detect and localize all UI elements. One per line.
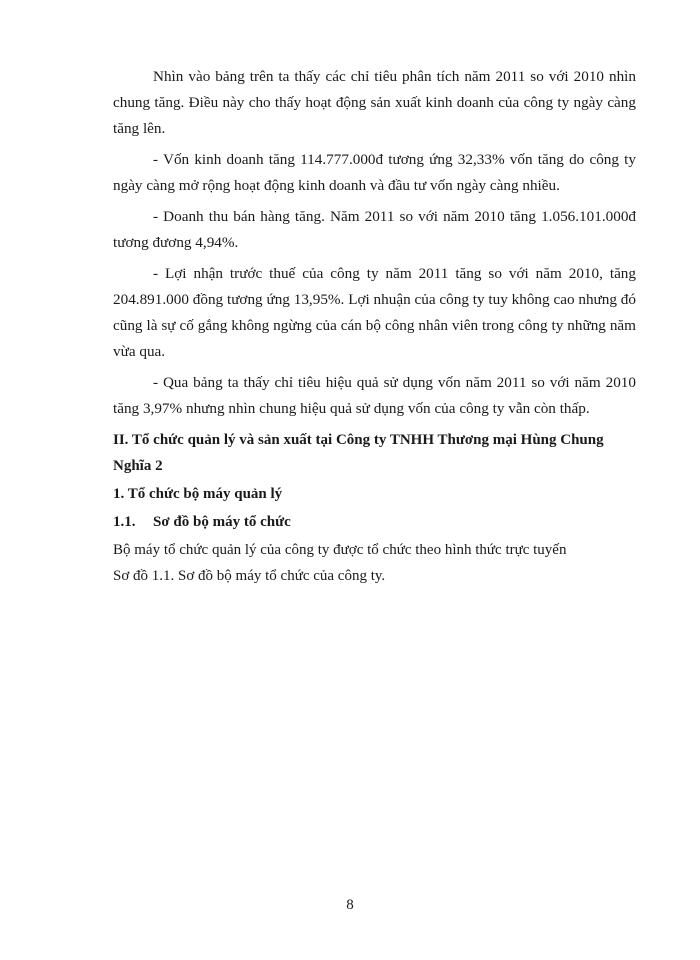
page-content [113, 64, 636, 589]
subsection-title: Sơ đồ bộ máy tổ chức [153, 514, 291, 530]
org-description-line: Bộ máy tổ chức quản lý của công ty được tổ chức theo hình thức trực tuyến [113, 542, 567, 558]
paragraph-revenue: - Doanh thu bán hàng tăng. Năm 2011 so với năm 2010 tăng 1.056.101.000đ tương đương 4,94%. [113, 208, 636, 251]
subsection-number: 1.1. [113, 514, 136, 530]
subsection-heading-1-1 [113, 509, 636, 535]
section-heading-ii: II. Tổ chức quản lý và sản xuất tại Công ty TNHH Thương mại Hùng Chung Nghĩa 2 [113, 432, 604, 474]
subsection-heading-1: 1. Tổ chức bộ máy quản lý [113, 486, 283, 502]
paragraph-profit: - Lợi nhận trước thuế của công ty năm 2011 tăng so với năm 2010, tăng 204.891.000 đồng tương ứng 13,95%. Lợi nhuận của công ty tuy không cao nhưng đó cũng là sự cố gắng không ngừng của cán bộ công nhân viên trong công ty những năm vừa qua. [113, 265, 636, 360]
paragraph-capital: - Vốn kinh doanh tăng 114.777.000đ tương ứng 32,33% vốn tăng do công ty ngày càng mở rộng hoạt động kinh doanh và đầu tư vốn ngày càng nhiều. [113, 151, 636, 194]
paragraph-summary: Nhìn vào bảng trên ta thấy các chỉ tiêu phân tích năm 2011 so với 2010 nhìn chung tăng. Điều này cho thấy hoạt động sản xuất kinh doanh của công ty ngày càng tăng lên. [113, 68, 636, 137]
page-number: 8 [346, 897, 354, 913]
diagram-caption: Sơ đồ 1.1. Sơ đồ bộ máy tổ chức của công ty. [113, 568, 386, 584]
paragraph-efficiency: - Qua bảng ta thấy chỉ tiêu hiệu quả sử dụng vốn năm 2011 so với năm 2010 tăng 3,97% nhưng nhìn chung hiệu quả sử dụng vốn của công ty vẫn còn thấp. [113, 374, 636, 417]
